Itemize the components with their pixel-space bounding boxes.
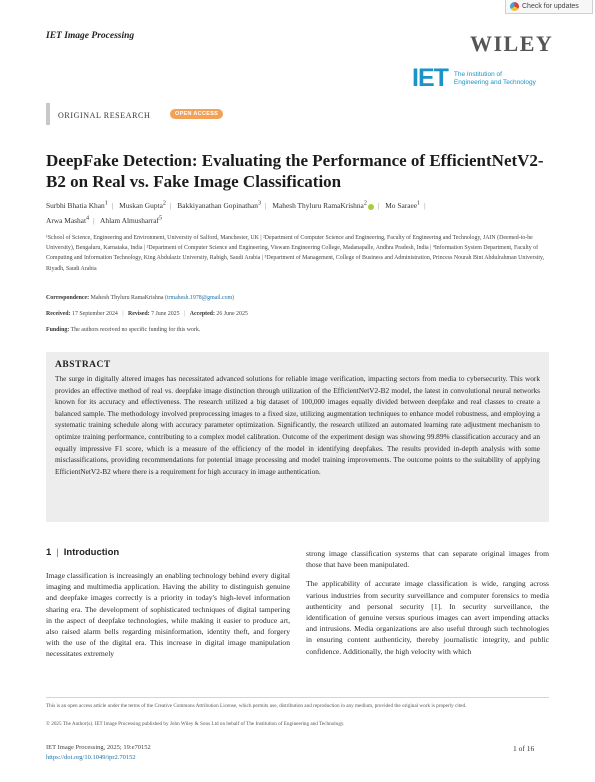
section-heading: 1 | Introduction (46, 547, 120, 558)
affiliations: ¹School of Science, Engineering and Environment, University of Salford, Manchester, UK | ²Department of Computer Science and Engineering, Faculty of Engineering and Technology, JAIN (Deemed-to-be University), Bengaluru, Karnataka, India | ³Department of Computer Science and Engineering, Viswam Engineering College, Madanapalle, Andhra Pradesh, India | ⁴Information System Department, Faculty of Computing and Information Technology, King Abdulaziz University, Rabigh, Saudi Arabia | ⁵Department of Management, College of Business and Administration, Princess Nourah Bint Abdulrahman University, Riyadh, Saudi Arabia (46, 235, 545, 272)
author[interactable]: Mahesh Thyluru RamaKrishna$^2$ (272, 201, 374, 210)
orcid-icon[interactable] (368, 204, 374, 210)
iet-text-line2: Engineering and Technology (453, 78, 536, 86)
check-for-updates-label: Check for updates (522, 3, 579, 10)
journal-name: IET Image Processing (46, 31, 135, 41)
abstract-box (46, 352, 549, 522)
copyright-note: © 2025 The Author(s). IET Image Processing published by John Wiley & Sons Ltd on behalf of The Institution of Engineering and Technology. (46, 721, 345, 727)
section-marker (46, 103, 50, 125)
footer-divider (46, 697, 549, 698)
funding-statement: Funding: The authors received no specific funding for this work. (46, 327, 201, 333)
iet-mark: IET (412, 64, 448, 92)
open-access-badge: OPEN ACCESS (170, 109, 223, 119)
author[interactable]: Muskan Gupta$^2$ (119, 201, 166, 211)
author[interactable]: Mo Saraee$^1$ (385, 201, 421, 211)
paper-title: DeepFake Detection: Evaluating the Performance of EfficientNetV2-B2 on Real vs. Fake Image Classification (46, 151, 544, 191)
page-number: 1 of 16 (513, 744, 535, 753)
body-column-right (306, 548, 549, 665)
abstract-text: The surge in digitally altered images has necessitated advanced solutions for reliable image verification, impacting sectors from media to cybersecurity. This work provides an effective method of real vs. deepfake image distinction through utilization of the EfficientNetV2-B2 model, the latest in convolutional neural networks known for its accuracy and effectiveness. The research utilized a big dataset of 100,000 images equally divided between deepfake and real classes to create a balanced sample. The methodology involved preprocessing images to a fixed size, utilizing augmentation techniques to enhance model robustness, and employing a systematic training schedule along with accuracy parameter optimization. Significantly, the research utilized an automated learning rate adjustment mechanism to optimize training performance, contributing to a complex model calibration. Outcome of the experiment design was showing 99.89% classification accuracy and an equally impressive F1 score, which is a measure of the efficiency of the model in identifying deepfakes. The results provided in-depth analysis with some misclassifications, providing recommendations for potential image processing and model training improvements. The outcome points to the suitability of applying EfficientNetV2-B2 where there is a requirement for high accuracy in image authentication. (55, 374, 540, 476)
email-link[interactable]: (trmahesh.1978@gmail.com) (164, 295, 235, 301)
check-for-updates-button[interactable] (505, 0, 593, 14)
author-list: Surbhi Bhatia Khan$^1$ | Muskan Gupta$^2$ | Bakkiyanathan Gopinathan$^3$ | Mahesh Thyluru RamaKrishna$^2$ | Mo Saraee$^1$ | Arwa Mashat$^4$ | Ahlam Almusharraf$^5$ (46, 201, 426, 226)
crossmark-icon (510, 2, 519, 11)
journal-citation: IET Image Processing, 2025; 19:e70152 (46, 744, 151, 751)
author[interactable]: Arwa Mashat$^4$ (46, 215, 90, 226)
iet-logo (412, 66, 536, 91)
publisher-logo: WILEY (470, 31, 554, 56)
license-note: This is an open access article under the terms of the Creative Commons Attribution License, which permits use, distribution and reproduction in any medium, provided the original work is properly cited. (46, 703, 467, 709)
paragraph: The applicability of accurate image classification is wide, ranging across various industries from security surveillance and computer forensics to media authenticity and personal security [1]. In security surveillance, the identification of genuine versus spurious images can avert impending attacks and intrusions. Media organizations are also useful through such technologies in ensuring content authenticity, thereby journalistic integrity, and public confidence. Additionally, the high velocity with which (306, 579, 549, 656)
body-column-left (46, 570, 290, 668)
author[interactable]: Surbhi Bhatia Khan$^1$ (46, 201, 108, 211)
iet-text-line1: The Institution of (453, 71, 502, 79)
author[interactable]: Ahlam Almusharraf$^5$ (100, 215, 163, 226)
article-type: ORIGINAL RESEARCH (58, 111, 151, 120)
iet-text (454, 71, 536, 86)
paragraph: Image classification is increasingly an enabling technology behind every digital imaging and multimedia application. Having the ability to distinguish genuine and deepfake images correctly is a priority in today's high-level information sharing era. The development of sophisticated techniques of digital tampering in the aspect of deepfake technologies, while making it easier to produce art, also raised alarm bells regarding misinformation, identity theft, and forgery with the use of the digital era. This increase in digital image manipulation necessitates extremely (46, 571, 290, 659)
correspondence: Correspondence: Mahesh Thyluru RamaKrishna (trmahesh.1978@gmail.com) (46, 295, 235, 301)
doi-link[interactable]: https://doi.org/10.1049/ipr2.70152 (46, 754, 136, 761)
paragraph: strong image classification systems that can separate original images from those that have been manipulated. (306, 549, 549, 570)
abstract-heading: ABSTRACT (55, 360, 111, 370)
article-dates: Received: 17 September 2024 | Revised: 7 June 2025 | Accepted: 26 June 2025 (46, 311, 248, 317)
author[interactable]: Bakkiyanathan Gopinathan$^3$ (177, 201, 262, 211)
